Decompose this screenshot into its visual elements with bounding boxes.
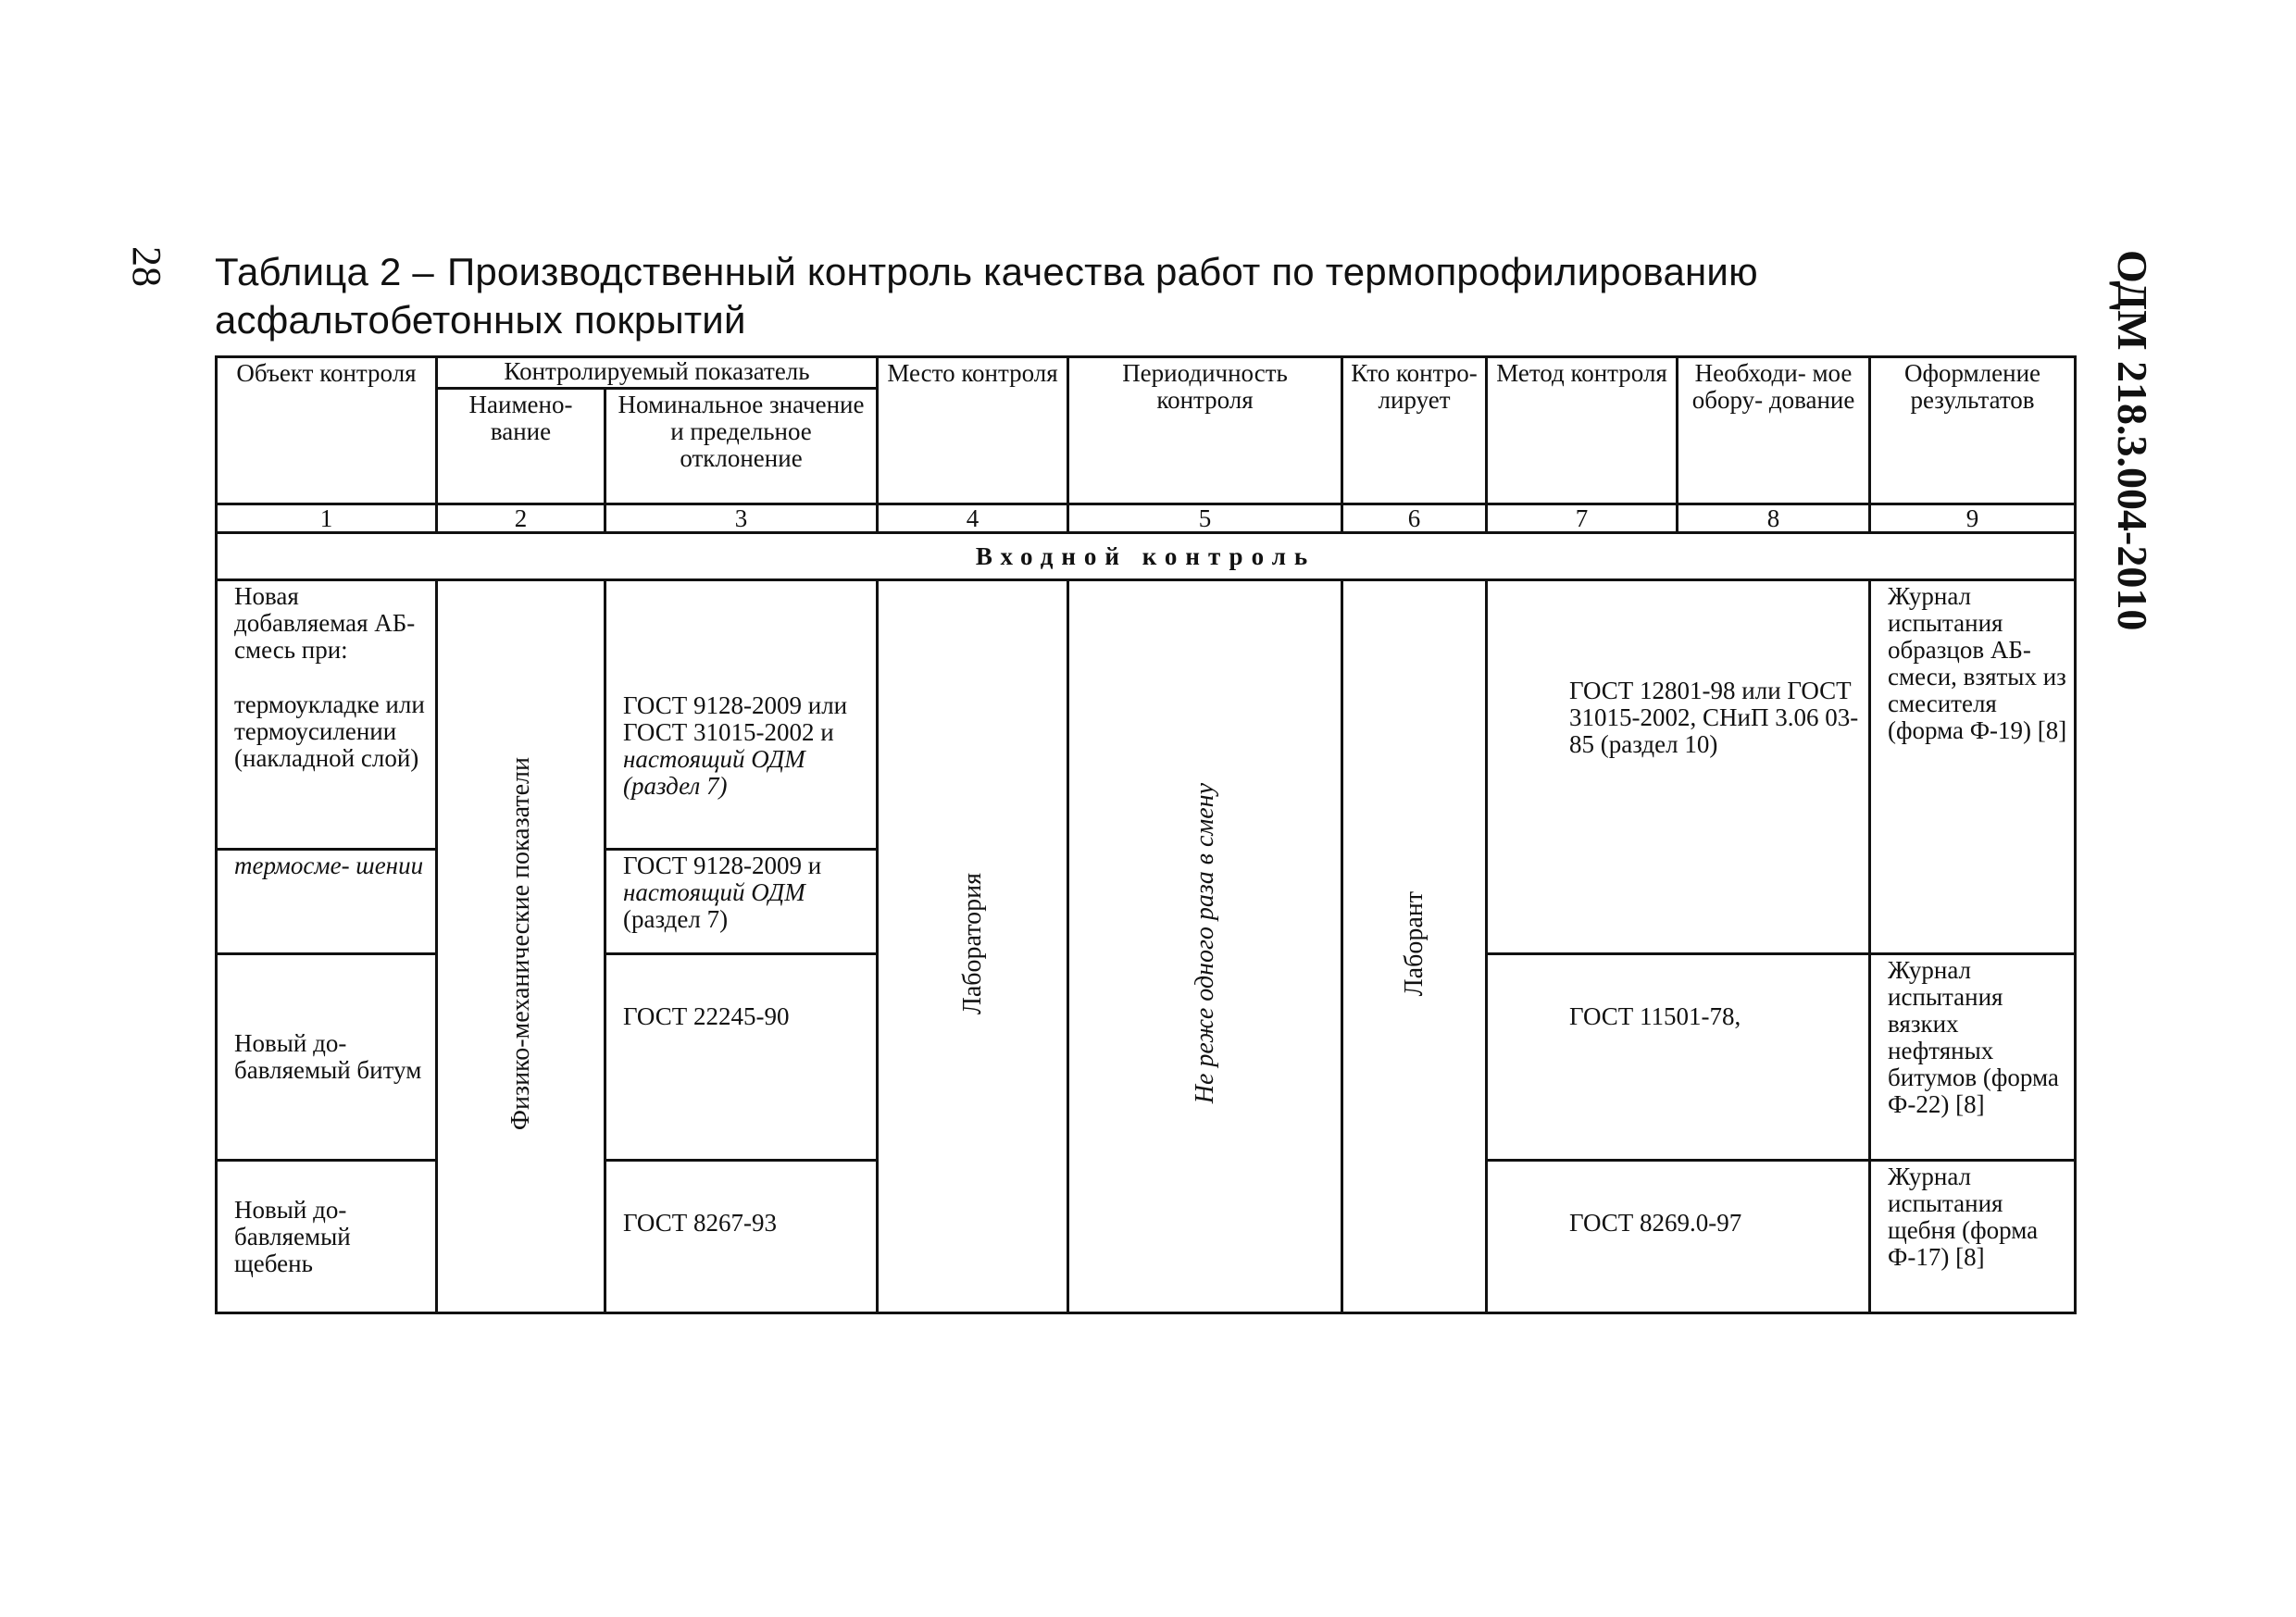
nominal-bitumen: ГОСТ 22245-90 (605, 954, 878, 1161)
object-bitumen: Новый до- бавляемый битум (217, 954, 437, 1161)
column-number: 5 (1068, 504, 1342, 533)
place-vertical: Лаборатория (958, 872, 988, 1015)
table-row (217, 580, 2076, 850)
column-number: 2 (437, 504, 605, 533)
object-asphalt-mix (217, 580, 437, 850)
indicator-name-cell (437, 580, 605, 1313)
nominal-line: настоящий ОДМ (623, 878, 805, 906)
nominal-line: ГОСТ 9128-2009 и (623, 852, 822, 879)
quality-control-table (215, 355, 2077, 1314)
section-row (217, 533, 2076, 580)
method-asphalt-mix: ГОСТ 12801-98 или ГОСТ 31015-2002, СНиП 3.06 03-85 (раздел 10) (1487, 580, 1870, 954)
periodicity-cell (1068, 580, 1342, 1313)
table-title (215, 248, 2103, 344)
results-bitumen: Журнал испытания вязких нефтяных битумов (форма Ф-22) [8] (1870, 954, 2076, 1161)
nominal-gravel: ГОСТ 8267-93 (605, 1161, 878, 1313)
object-gravel: Новый до- бавляемый щебень (217, 1161, 437, 1313)
method-bitumen: ГОСТ 11501-78, (1487, 954, 1870, 1161)
header-name: Наимено- вание (437, 389, 605, 504)
header-nominal: Номинальное значение и предельное отклонение (605, 389, 878, 504)
column-number-row (217, 504, 2076, 533)
who-cell (1342, 580, 1487, 1313)
document-code: ОДМ 218.3.004-2010 (2109, 250, 2156, 631)
column-number: 4 (878, 504, 1068, 533)
nominal-line: ГОСТ 9128-2009 или ГОСТ 31015-2002 и (623, 691, 848, 746)
nominal-line: настоящий ОДМ (623, 745, 805, 773)
nominal-line: (раздел 7) (623, 905, 729, 933)
table-title-text: Производственный контроль качества работ по термопрофилированию асфальтобетонных покрытий (215, 250, 1758, 342)
header-periodicity: Периодичность контроля (1068, 357, 1342, 504)
header-indicator: Контролируемый показатель (437, 357, 878, 389)
results-asphalt-mix: Журнал испытания образцов АБ-смеси, взятых из смесителя (форма Ф-19) [8] (1870, 580, 2076, 954)
results-gravel: Журнал испытания щебня (форма Ф-17) [8] (1870, 1161, 2076, 1313)
object-asphalt-mix-line: (накладной слой) (234, 744, 419, 772)
header-method: Метод контроля (1487, 357, 1678, 504)
periodicity-vertical: Не реже одного раза в смену (1191, 783, 1220, 1104)
object-asphalt-mix-line: термоукладке или термоусилении (234, 690, 425, 745)
column-number: 1 (217, 504, 437, 533)
header-object: Объект контроля (217, 357, 437, 504)
nominal-line: (раздел 7) (623, 772, 728, 800)
who-vertical: Лаборант (1400, 890, 1429, 997)
header-who: Кто контро- лирует (1342, 357, 1487, 504)
column-number: 6 (1342, 504, 1487, 533)
table-title-lead: Таблица 2 – (215, 250, 434, 293)
header-row-1 (217, 357, 2076, 389)
nominal-asphalt-mix (605, 580, 878, 850)
page-number: 28 (124, 246, 169, 287)
method-gravel: ГОСТ 8269.0-97 (1487, 1161, 1870, 1313)
header-place: Место контроля (878, 357, 1068, 504)
place-cell (878, 580, 1068, 1313)
column-number: 7 (1487, 504, 1678, 533)
nominal-thermo-mixing (605, 850, 878, 954)
object-thermo-mixing: термосме- шении (217, 850, 437, 954)
column-number: 8 (1678, 504, 1870, 533)
column-number: 3 (605, 504, 878, 533)
header-equipment: Необходи- мое обору- дование (1678, 357, 1870, 504)
object-asphalt-mix-line: Новая добавляемая АБ-смесь при: (234, 582, 416, 664)
section-incoming-control: Входной контроль (217, 533, 2076, 580)
column-number: 9 (1870, 504, 2076, 533)
header-results: Оформление результатов (1870, 357, 2076, 504)
indicator-name-vertical: Физико-механические показатели (506, 756, 535, 1131)
